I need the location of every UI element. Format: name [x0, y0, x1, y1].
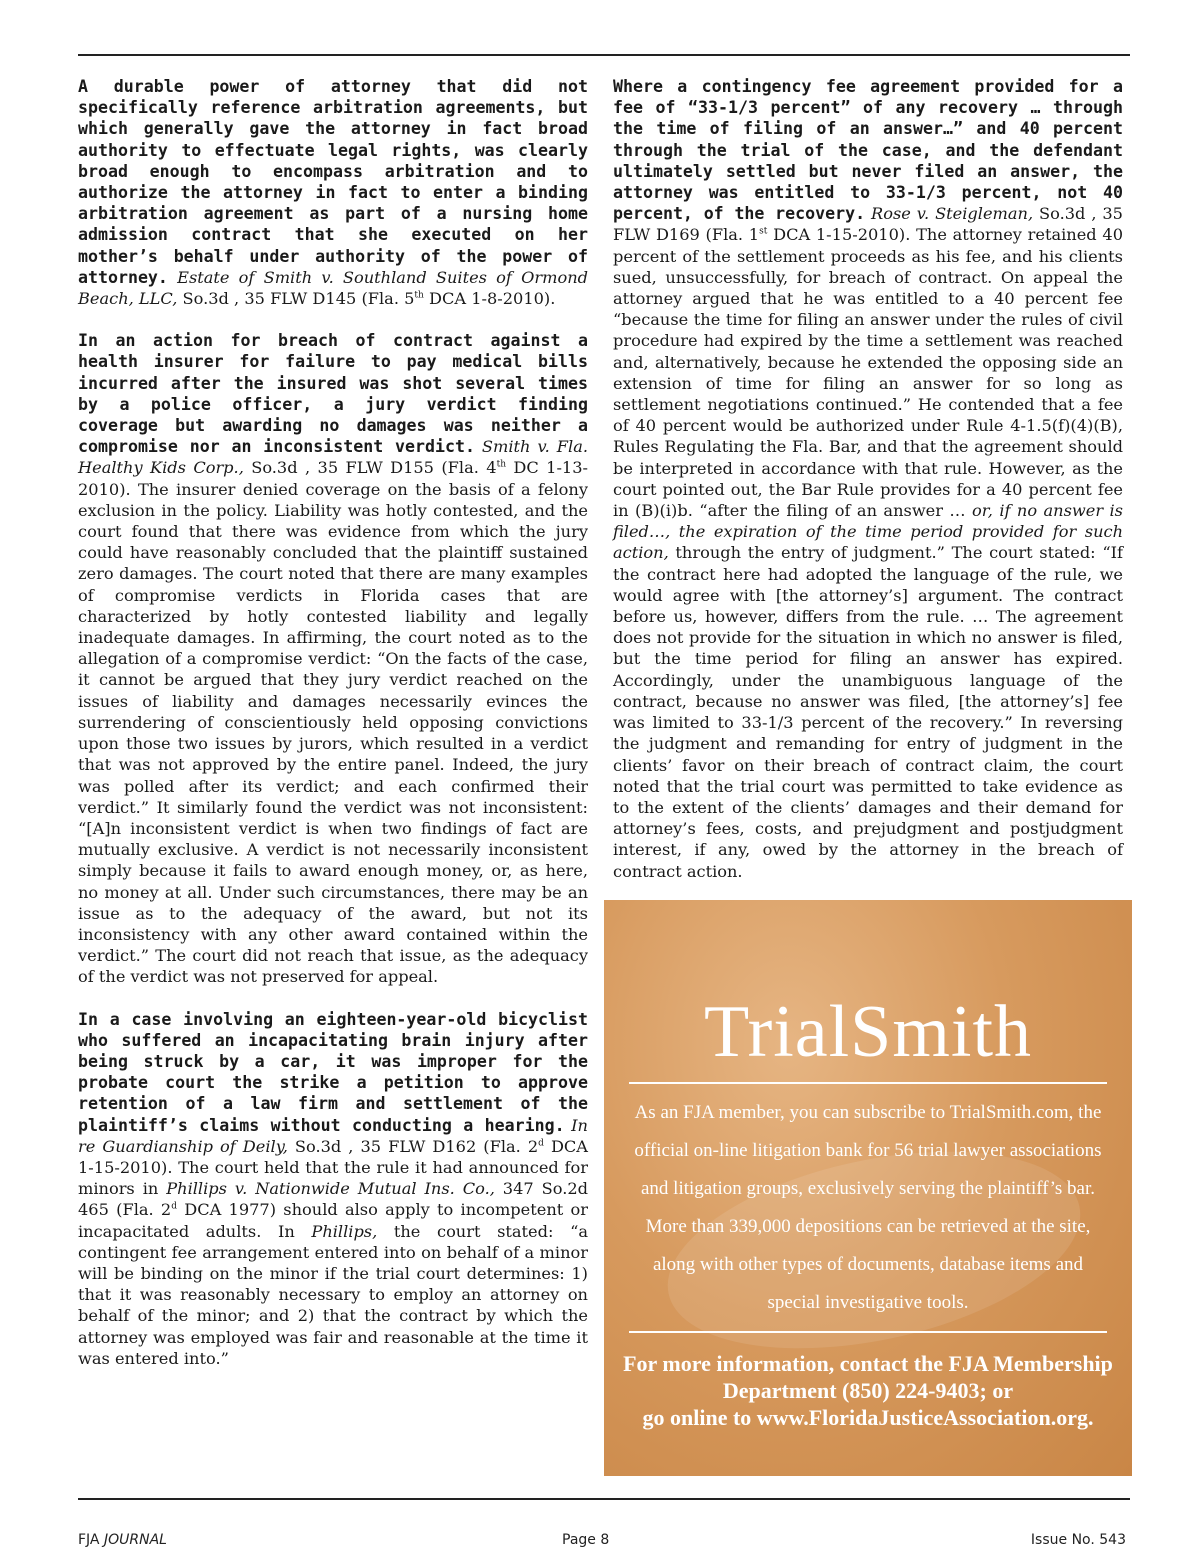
trialsmith-logo: TrialSmith: [703, 991, 1033, 1073]
ad-contact-info: [614, 1350, 1122, 1431]
case-summary-guardianship: In a case involving an eighteen-year-old bicyclist who suffered an incapacitating brain injury after being struck by a car, it was improper for the probate court the strike a petition to approve retention of a law firm and settlement of the plaintiff’s claims without conducting a hearing. In re Guardianship of Deily, So.3d , 35 FLW D162 (Fla. 2$^d$ DCA 1-15-2010). The court held that the rule it had announced for minors in Phillips v. Nationwide Mutual Ins. Co., 347 So.2d 465 (Fla. 2$^d$ DCA 1977) should also apply to incompetent or incapacitated adults. In Phillips, the court stated: “a contingent fee arrangement entered into on behalf of a minor will be binding on the minor if the trial court determines: 1) that it was reasonably necessary to employ an attorney on behalf of the minor; and 2) that the contract by which the attorney was employed was fair and reasonable at the time it was entered into.”: [78, 1009, 589, 1368]
trialsmith-advertisement[interactable]: [604, 900, 1132, 1476]
footer-page-number: Page 8: [562, 1532, 610, 1548]
case-summary-health-insurer: In an action for breach of contract against a health insurer for failure to pay medical bills incurred after the insured was shot several times by a police officer, a jury verdict finding coverage but awarding no damages was neither a compromise nor an inconsistent verdict. Smith v. Fla. Healthy Kids Corp., So.3d , 35 FLW D155 (Fla. 4th DC 1-13-2010). The insurer denied coverage on the basis of a felony exclusion in the policy. Liability was hotly contested, and the court found that there was evidence from which the jury could have reasonably concluded that the plaintiff sustained zero damages. The court noted that there are many examples of compromise verdicts in Florida cases that are characterized by hotly contested liability and legally inadequate damages. In affirming, the court noted as to the allegation of a compromise verdict: “On the facts of the case, it cannot be argued that they jury verdict reached on the issues of liability and damages necessarily evinces the surrendering of conscientiously held opposing convictions upon those two issues by jurors, which resulted in a verdict that was not approved by the entire panel. Indeed, the jury was polled after its verdict; and each confirmed their verdict.” It similarly found the verdict was not inconsistent: “[A]n inconsistent verdict is when two findings of fact are mutually exclusive. A verdict is not necessarily inconsistent simply because it fails to award enough money, or, as here, no money at all. Under such circumstances, there may be an issue as to the adequacy of the award, but not its inconsistency with any other award contained within the verdict.” The court did not reach that issue, as the adequacy of the verdict was not preserved for appeal.: [78, 331, 588, 987]
left-column: [78, 76, 588, 1390]
ad-blurb: As an FJA member, you can subscribe to TrialSmith.com, the official on-line litigation bank for 56 trial lawyer associations and litigation groups, exclusively serving the plaintiff’s bar. More than 339,000 depositions can be retrieved at the site, along with other types of documents, database items and special investigative tools.: [634, 1102, 1102, 1313]
ad-contact-line: Department (850) 224-9403; or: [722, 1378, 1014, 1403]
ad-contact-line: For more information, contact the FJA Membership: [623, 1351, 1113, 1376]
case-summary-durable-poa: A durable power of attorney that did not specifically reference arbitration agreements, but which generally gave the attorney in fact broad authority to effectuate legal rights, was clearly broad enough to encompass arbitration and to authorize the attorney in fact to enter a binding arbitration agreement as part of a nursing home admission contract that she executed on her mother’s behalf under authority of the power of attorney. Estate of Smith v. Southland Suites of Ormond Beach, LLC, So.3d , 35 FLW D145 (Fla. 5th DCA 1-8-2010).: [78, 77, 588, 309]
ad-website-link[interactable]: go online to www.FloridaJusticeAssociation.org.: [642, 1405, 1094, 1430]
footer-issue-number: Issue No. 543: [1030, 1532, 1126, 1548]
ad-divider-top: [629, 1082, 1107, 1084]
case-summary-contingency-fee: Where a contingency fee agreement provided for a fee of “33-1/3 percent” of any recovery … through the time of filing of an answer…” and 40 percent through the trial of the case, and the defendant ultimately settled but never filed an answer, the attorney was entitled to 33-1/3 percent, not 40 percent, of the recovery. Rose v. Steigleman, So.3d , 35 FLW D169 (Fla. 1st DCA 1-15-2010). The attorney retained 40 percent of the settlement proceeds as his fee, and his clients sued, unsuccessfully, for breach of contract. On appeal the attorney argued that he was entitled to a 40 percent fee “because the time for filing an answer under the rules of civil procedure had expired by the time a settlement was reached and, alternatively, because he extended the opposing side an extension of time for filing an answer for so long as settlement negotiations continued.” He contended that a fee of 40 percent would be authorized under Rule 4-1.5(f)(4)(B), Rules Regulating the Fla. Bar, and that the agreement should be interpreted in accordance with that rule. However, as the court pointed out, the Bar Rule provides for a 40 percent fee in (B)(i)b. “after the filing of an answer … or, if no answer is filed…, the expiration of the time period provided for such action, through the entry of judgment.” The court stated: “If the contract here had adopted the language of the rule, we would agree with [the attorney’s] argument. The contract before us, however, differs from the rule. … The agreement does not provide for the situation in which no answer is filed, but the time period for filing an answer has expired. Accordingly, under the unambiguous language of the contract, because no answer was filed, [the attorney’s] fee was limited to 33-1/3 percent of the recovery.” In reversing the judgment and remanding for entry of judgment in the clients’ favor on their breach of contract claim, the court noted that the trial court was permitted to take evidence as to the extent of the clients’ damages and their demand for attorney’s fees, costs, and prejudgment and postjudgment interest, if any, owed by the attorney in the breach of contract action.: [613, 77, 1124, 881]
footer-journal-title: FJA JOURNAL: [78, 1532, 167, 1548]
header-rule: [78, 54, 1130, 56]
ad-divider-bottom: [629, 1331, 1107, 1333]
right-column: [613, 76, 1123, 903]
footer-rule: [78, 1498, 1130, 1500]
